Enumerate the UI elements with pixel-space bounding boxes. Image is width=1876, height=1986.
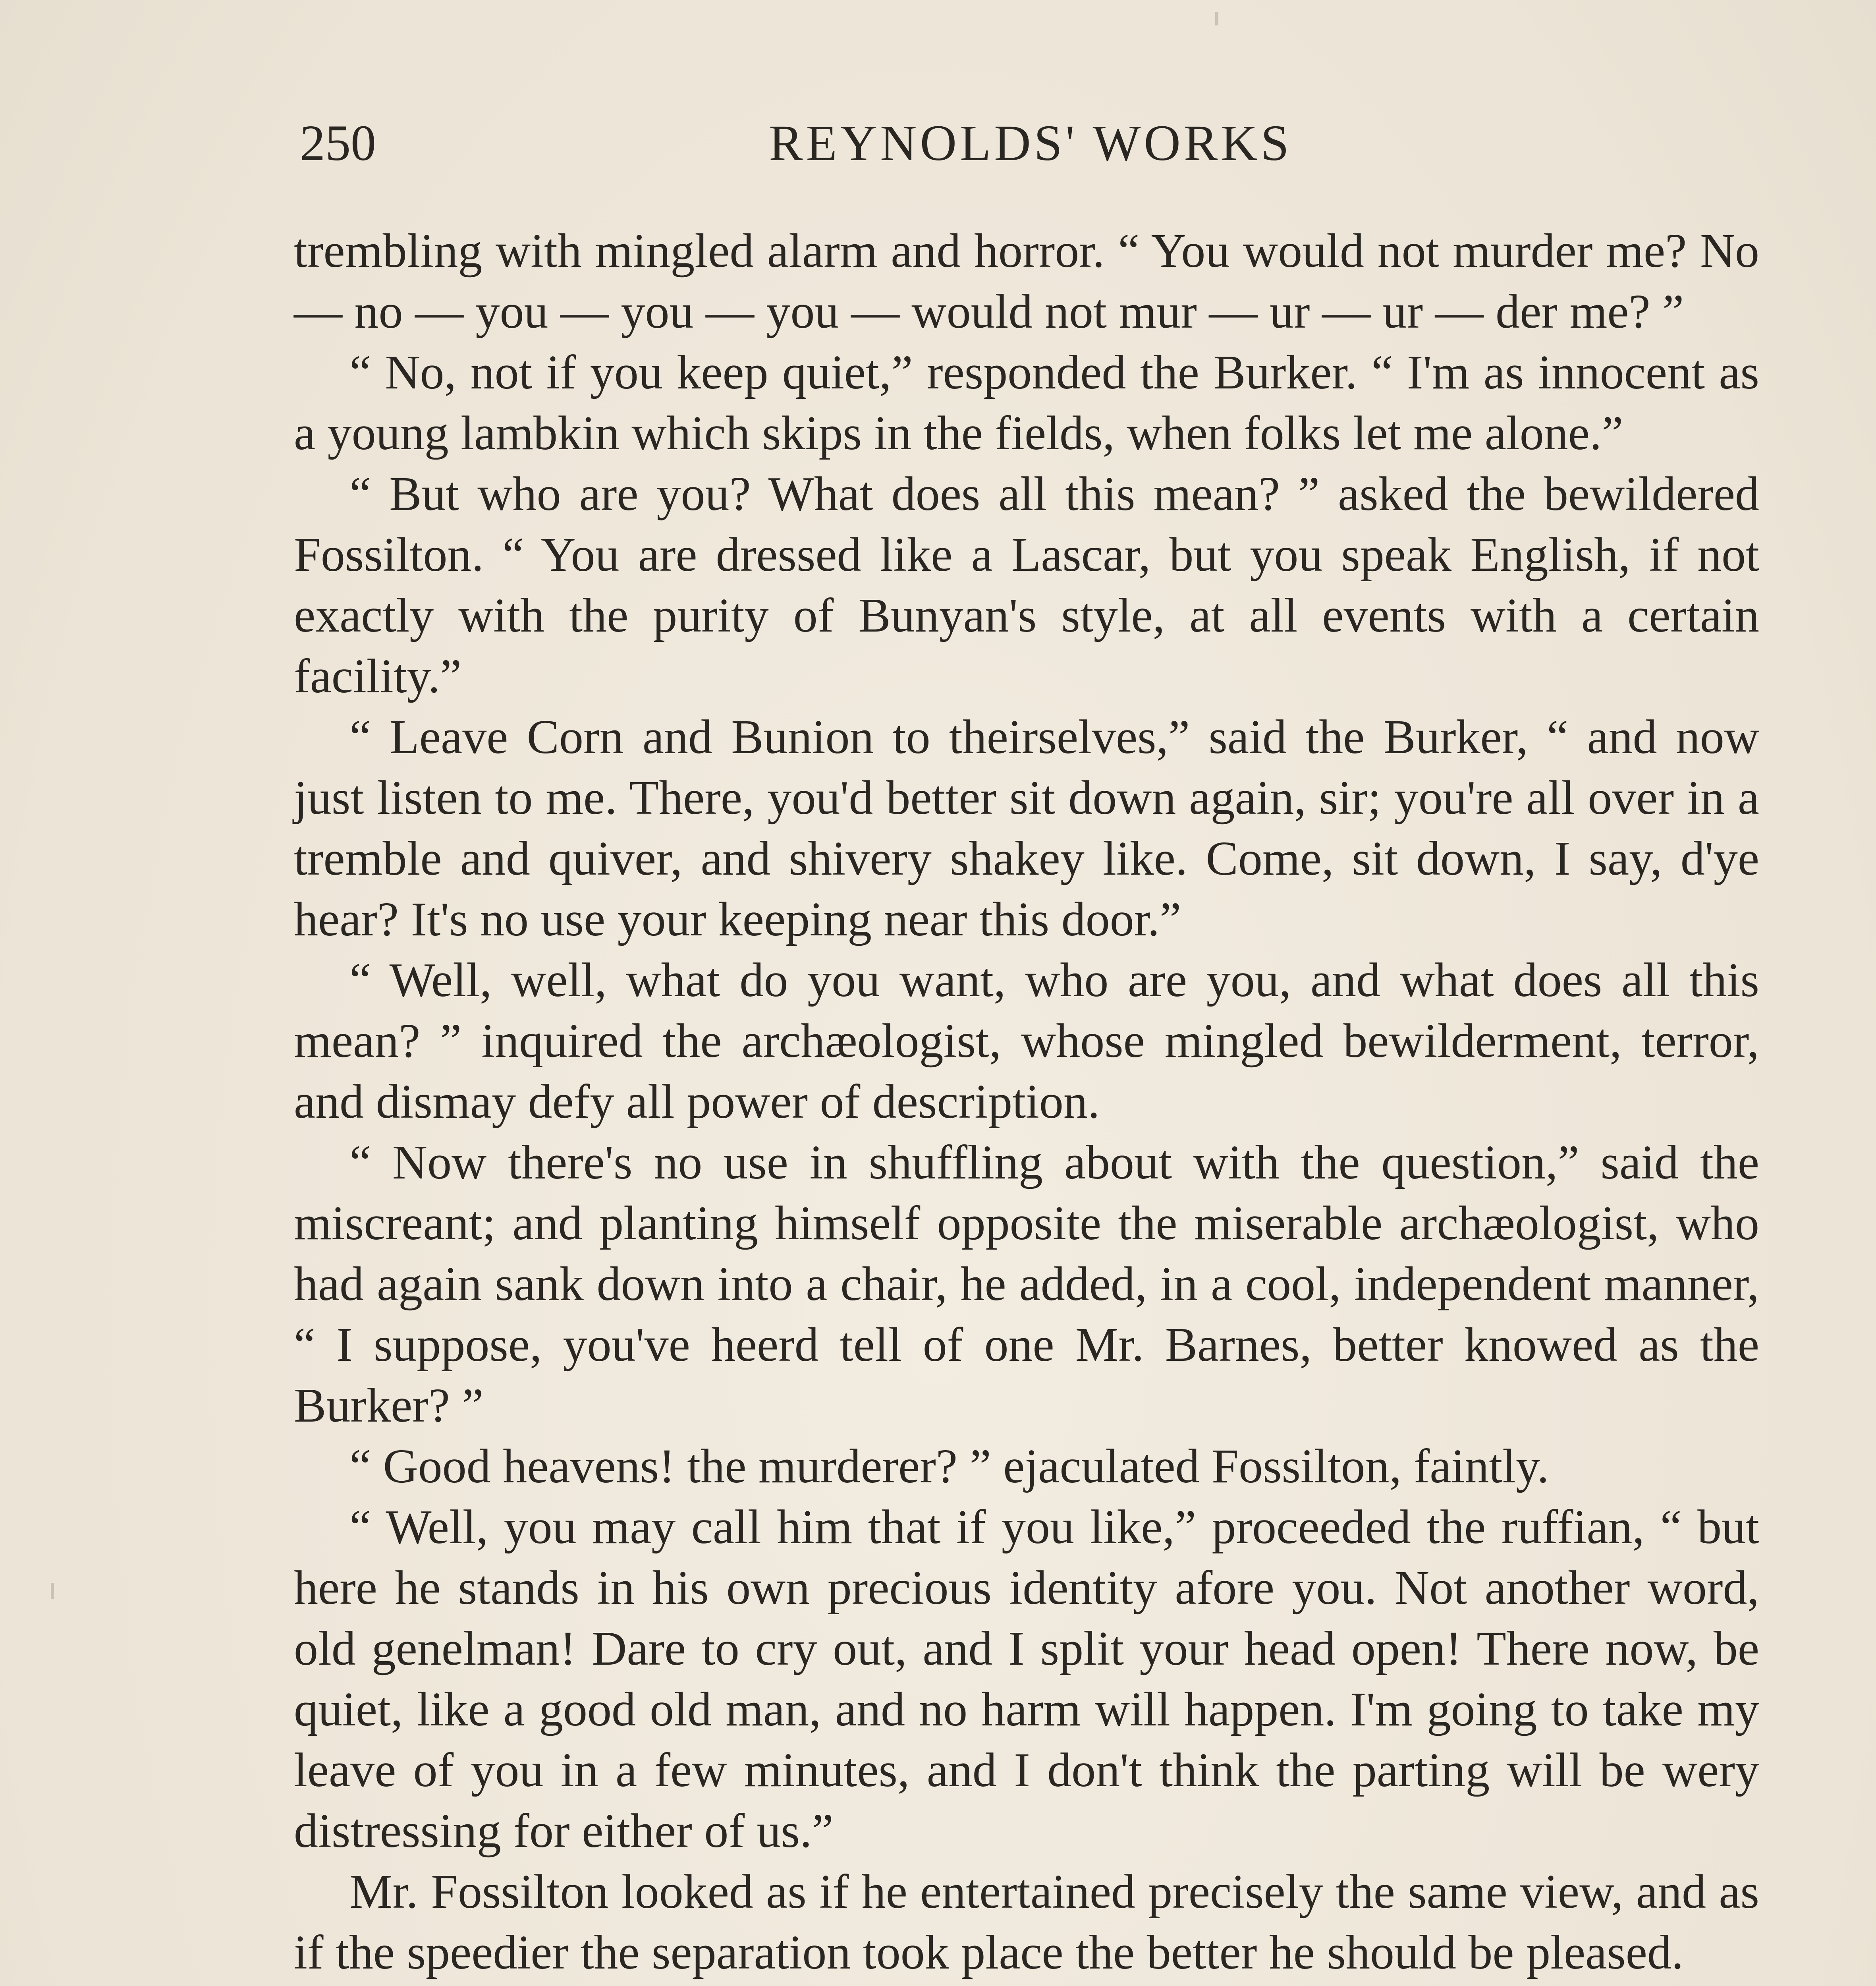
paragraph [294,1983,1759,1986]
page-number: 250 [300,115,376,171]
paragraph: “ Leave Corn and Bunion to theirselves,” said the Burker, “ and now just listen to me. There, you'd better sit down again, sir; you're all over in a tremble and quiver, and shivery shakey like. Come, sit down, I say, d'ye hear? It's no use your keeping near this door.” [294,710,1759,946]
paragraph: “ Good heavens! the murderer? ” ejaculated Fossilton, faintly. [349,1439,1549,1493]
paper-speck [51,1583,54,1599]
paragraph: “ Well, you may call him that if you like,” proceeded the ruffian, “ but here he stands in his own precious identity afore you. Not another word, old genelman! Dare to cry out, and I split your head open! There now, be quiet, like a good old man, and no harm will happen. I'm going to take my leave of you in a few minutes, and I don't think the parting will be wery distressing for either of us.” [294,1500,1759,1858]
paragraph: trembling with mingled alarm and horror. “ You would not murder me? No — no — you — you — you — would not mur — ur — ur — der me? ” [294,224,1759,338]
paragraph: “ But who are you? What does all this mean? ” asked the bewildered Fossilton. “ You are dressed like a Lascar, but you speak English, if not exactly with the purity of Bunyan's style, at all events with a certain facility.” [294,467,1759,703]
body-text [294,220,1759,1986]
book-title: REYNOLDS' WORKS [769,115,1292,171]
running-head [300,107,1761,179]
paragraph: “ No, not if you keep quiet,” responded the Burker. “ I'm as innocent as a young lambkin which skips in the fields, when folks let me alone.” [294,346,1759,460]
paper-speck [1215,12,1218,25]
paragraph: “ Now there's no use in shuffling about with the question,” said the miscreant; and planting himself opposite the miserable archæologist, who had again sank down into a chair, he added, in a cool, independent manner, “ I suppose, you've heerd tell of one Mr. Barnes, better knowed as the Burker? ” [294,1136,1759,1432]
paragraph: Mr. Fossilton looked as if he entertained precisely the same view, and as if the speedier the separation took place the better he should be pleased. [294,1865,1759,1979]
paragraph: “ Well, well, what do you want, who are you, and what does all this mean? ” inquired the archæologist, whose mingled bewilderment, terror, and dismay defy all power of description. [294,953,1759,1128]
